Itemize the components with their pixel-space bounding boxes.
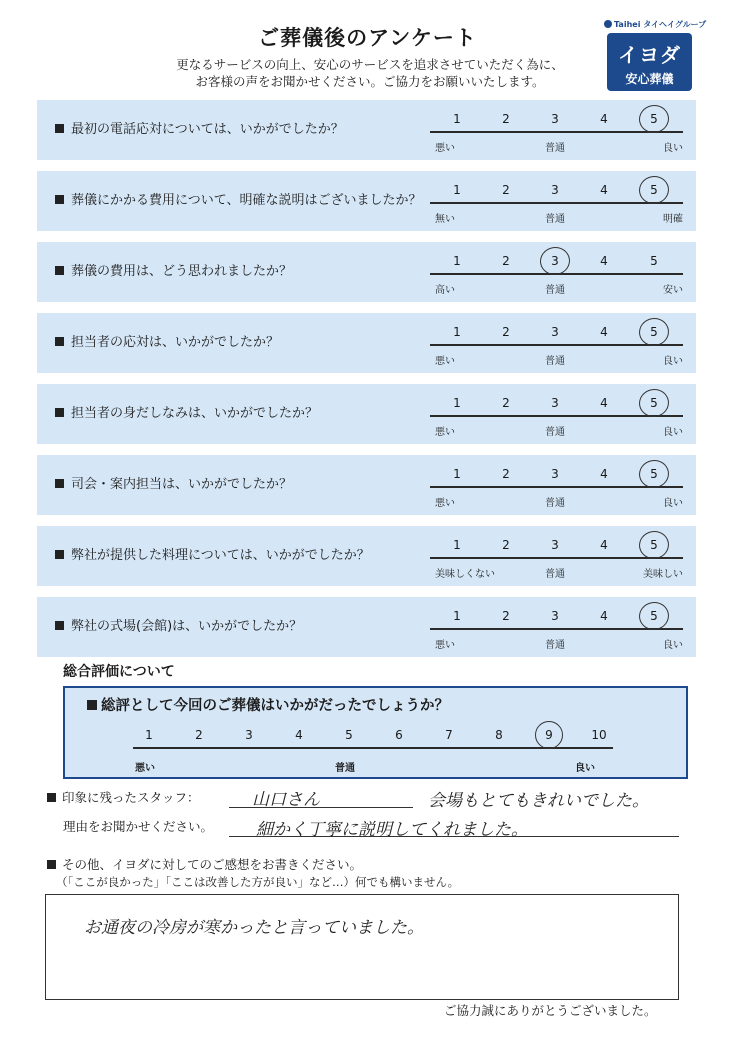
scale-line	[430, 628, 683, 630]
question-row	[37, 384, 696, 444]
overall-section-label: 総合評価について	[63, 664, 175, 680]
scale-label: 良い	[663, 498, 683, 509]
scale-label: 高い	[435, 285, 455, 296]
scale-label: 普通	[545, 285, 565, 296]
other-comments-label	[47, 855, 362, 873]
scale-label: 普通	[545, 498, 565, 509]
reason-line2-handwritten[interactable]: 細かく丁寧に説明してくれました。	[256, 820, 528, 840]
overall-scale-label: 良い	[575, 763, 595, 774]
intro-line: お客様の声をお聞かせください。ご協力をお願いいたします。	[195, 74, 545, 89]
scale-label: 安い	[663, 285, 683, 296]
question-text	[55, 384, 318, 444]
scale-option-2[interactable]: 2	[502, 112, 510, 126]
question-label: 弊社が提供した料理については、いかがでしたか？	[71, 548, 370, 563]
group-label	[604, 19, 706, 30]
scale-option-1[interactable]: 1	[453, 112, 461, 126]
scale-line	[430, 131, 683, 133]
overall-option-10[interactable]: 10	[591, 728, 607, 742]
scale-label: 悪い	[435, 356, 455, 367]
scale-label: 普通	[545, 569, 565, 580]
overall-option-9[interactable]: 9	[545, 728, 553, 742]
scale-label: 普通	[545, 640, 565, 651]
scale-label: 明確	[663, 214, 683, 225]
scale-option-5[interactable]: 5	[650, 183, 658, 197]
question-label: 担当者の応対は、いかがでしたか？	[71, 335, 280, 350]
scale-option-1[interactable]: 1	[453, 325, 461, 339]
scale-option-5[interactable]: 5	[650, 396, 658, 410]
question-row	[37, 100, 696, 160]
overall-option-8[interactable]: 8	[495, 728, 503, 742]
scale-label: 普通	[545, 427, 565, 438]
scale-option-1[interactable]: 1	[453, 183, 461, 197]
scale-option-5[interactable]: 5	[650, 609, 658, 623]
overall-scale-line	[133, 747, 613, 749]
bullet-square-icon	[55, 124, 64, 133]
scale-label: 悪い	[435, 143, 455, 154]
scale-option-2[interactable]: 2	[502, 467, 510, 481]
scale-option-1[interactable]: 1	[453, 538, 461, 552]
scale-option-3[interactable]: 3	[551, 609, 559, 623]
scale-option-2[interactable]: 2	[502, 254, 510, 268]
reason-line1-handwritten[interactable]: 会場もとてもきれいでした。	[428, 791, 649, 811]
overall-question	[87, 694, 449, 715]
question-text	[55, 171, 421, 231]
overall-option-3[interactable]: 3	[245, 728, 253, 742]
question-row	[37, 313, 696, 373]
scale-option-3[interactable]: 3	[551, 254, 559, 268]
reason-label: 理由をお聞かせください。	[63, 819, 214, 834]
scale-option-3[interactable]: 3	[551, 467, 559, 481]
scale-option-3[interactable]: 3	[551, 112, 559, 126]
overall-option-1[interactable]: 1	[145, 728, 153, 742]
question-label: 弊社の式場(会館)は、いかがでしたか？	[71, 619, 303, 634]
iyoda-logo	[607, 33, 692, 91]
comment-handwritten[interactable]: お通夜の冷房が寒かったと言っていました。	[84, 918, 424, 938]
scale-label: 普通	[545, 356, 565, 367]
logo-line2: 安心葬儀	[625, 72, 674, 86]
question-text	[55, 455, 292, 515]
scale-option-4[interactable]: 4	[600, 609, 608, 623]
scale-option-3[interactable]: 3	[551, 183, 559, 197]
scale-option-5[interactable]: 5	[650, 112, 658, 126]
scale-label: 美味しくない	[435, 569, 495, 580]
bullet-square-icon	[47, 860, 56, 869]
bullet-square-icon	[55, 195, 64, 204]
bullet-square-icon	[55, 479, 64, 488]
scale-label: 良い	[663, 427, 683, 438]
question-label: 司会・案内担当は、いかがでしたか？	[71, 477, 293, 492]
comments-box[interactable]	[45, 894, 679, 1000]
scale-option-3[interactable]: 3	[551, 538, 559, 552]
scale-line	[430, 344, 683, 346]
staff-label-text: 印象に残ったスタッフ：	[62, 790, 200, 805]
logo-line1: イヨダ	[618, 43, 681, 67]
overall-option-6[interactable]: 6	[395, 728, 403, 742]
scale-option-2[interactable]: 2	[502, 609, 510, 623]
question-text	[55, 100, 344, 160]
scale-option-5[interactable]: 5	[650, 467, 658, 481]
scale-label: 良い	[663, 143, 683, 154]
overall-option-7[interactable]: 7	[445, 728, 453, 742]
scale-option-3[interactable]: 3	[551, 325, 559, 339]
question-row	[37, 526, 696, 586]
staff-name-handwritten[interactable]: 山口さん	[252, 790, 320, 810]
question-text	[55, 242, 292, 302]
scale-label: 美味しい	[643, 569, 683, 580]
scale-option-4[interactable]: 4	[600, 112, 608, 126]
scale-label: 普通	[545, 143, 565, 154]
question-text	[55, 597, 302, 657]
scale-line	[430, 486, 683, 488]
bullet-square-icon	[55, 266, 64, 275]
scale-label: 悪い	[435, 498, 455, 509]
question-label: 葬儀の費用は、どう思われましたか？	[71, 264, 293, 279]
scale-label: 悪い	[435, 640, 455, 651]
intro-line: 更なるサービスの向上、安心のサービスを追求させていただく為に、	[176, 57, 564, 72]
question-row	[37, 597, 696, 657]
scale-option-4[interactable]: 4	[600, 396, 608, 410]
scale-option-4[interactable]: 4	[600, 254, 608, 268]
question-label: 最初の電話応対については、いかがでしたか？	[71, 122, 344, 137]
scale-line	[430, 202, 683, 204]
scale-option-1[interactable]: 1	[453, 254, 461, 268]
bullet-square-icon	[55, 337, 64, 346]
other-comments-hint: （「ここが良かった」「ここは改善した方が良い」など…）何でも構いません。	[56, 875, 460, 889]
overall-option-4[interactable]: 4	[295, 728, 303, 742]
overall-option-5[interactable]: 5	[345, 728, 353, 742]
question-row	[37, 171, 696, 231]
overall-rating-box	[63, 686, 688, 779]
overall-scale-label: 普通	[335, 763, 355, 774]
scale-option-1[interactable]: 1	[453, 396, 461, 410]
overall-scale-label: 悪い	[135, 763, 155, 774]
bullet-square-icon	[47, 793, 56, 802]
scale-option-2[interactable]: 2	[502, 396, 510, 410]
scale-option-2[interactable]: 2	[502, 183, 510, 197]
scale-option-5[interactable]: 5	[650, 325, 658, 339]
scale-label: 悪い	[435, 427, 455, 438]
scale-option-5[interactable]: 5	[650, 254, 658, 268]
question-text	[55, 313, 279, 373]
scale-label: 良い	[663, 640, 683, 651]
scale-label: 良い	[663, 356, 683, 367]
scale-option-1[interactable]: 1	[453, 467, 461, 481]
scale-label: 普通	[545, 214, 565, 225]
staff-label	[47, 788, 200, 806]
overall-option-2[interactable]: 2	[195, 728, 203, 742]
scale-option-2[interactable]: 2	[502, 325, 510, 339]
scale-option-3[interactable]: 3	[551, 396, 559, 410]
other-comments-label-text: その他、イヨダに対してのご感想をお書きください。	[62, 857, 363, 872]
question-row	[37, 242, 696, 302]
bullet-square-icon	[55, 550, 64, 559]
intro-text	[140, 56, 600, 90]
question-text	[55, 526, 370, 586]
bullet-square-icon	[87, 700, 97, 710]
scale-option-4[interactable]: 4	[600, 325, 608, 339]
question-label: 葬儀にかかる費用について、明確な説明はございましたか？	[71, 193, 422, 208]
scale-option-2[interactable]: 2	[502, 538, 510, 552]
scale-label: 無い	[435, 214, 455, 225]
thanks-text: ご協力誠にありがとうございました。	[444, 1003, 657, 1018]
taihei-mark-icon	[604, 20, 612, 28]
scale-option-1[interactable]: 1	[453, 609, 461, 623]
scale-line	[430, 415, 683, 417]
scale-option-4[interactable]: 4	[600, 467, 608, 481]
scale-option-4[interactable]: 4	[600, 183, 608, 197]
scale-option-4[interactable]: 4	[600, 538, 608, 552]
question-label: 担当者の身だしなみは、いかがでしたか？	[71, 406, 319, 421]
overall-question-text: 総評として今回のご葬儀はいかがだったでしょうか？	[101, 698, 449, 714]
page-title: ご葬儀後のアンケート	[258, 26, 477, 50]
group-label-text: Taihei タイヘイグループ	[614, 20, 707, 29]
bullet-square-icon	[55, 408, 64, 417]
scale-option-5[interactable]: 5	[650, 538, 658, 552]
question-row	[37, 455, 696, 515]
scale-line	[430, 557, 683, 559]
bullet-square-icon	[55, 621, 64, 630]
